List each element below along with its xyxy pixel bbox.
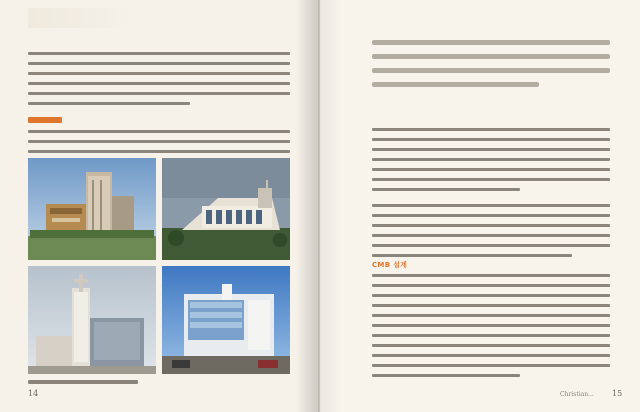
section-paragraph bbox=[28, 130, 290, 160]
pull-quote bbox=[372, 40, 610, 96]
body-paragraph-2 bbox=[372, 204, 610, 264]
building-photo-complex bbox=[162, 158, 290, 260]
section-heading bbox=[28, 116, 62, 124]
photo-caption bbox=[28, 380, 138, 384]
building-photo-glass bbox=[162, 266, 290, 374]
section-paragraph-right bbox=[372, 274, 610, 384]
cross-tower-illustration bbox=[28, 266, 156, 374]
decorative-header-band bbox=[28, 8, 138, 28]
section-heading-right bbox=[372, 260, 407, 270]
glass-building-illustration bbox=[162, 266, 290, 374]
tower-illustration bbox=[28, 158, 156, 260]
section-heading-bar bbox=[28, 117, 62, 123]
intro-paragraph bbox=[28, 52, 290, 112]
footer-label: Christian... bbox=[560, 391, 594, 398]
page-number-right: 15 bbox=[612, 389, 623, 398]
section-heading-right-text: CMB 설계 bbox=[372, 261, 408, 269]
building-photo-tower bbox=[28, 158, 156, 260]
left-page bbox=[0, 0, 318, 412]
right-page bbox=[320, 0, 640, 412]
page-number-left: 14 bbox=[28, 389, 39, 398]
building-photo-cross-tower bbox=[28, 266, 156, 374]
body-paragraph-1 bbox=[372, 128, 610, 198]
complex-illustration bbox=[162, 158, 290, 260]
